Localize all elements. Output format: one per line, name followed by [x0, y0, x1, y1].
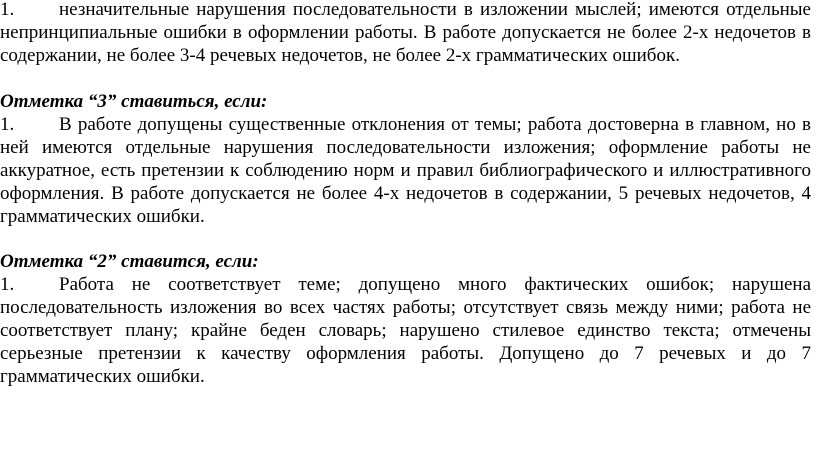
grade-3-criteria-item [0, 113, 811, 228]
item-text: Работа не соответствует теме; допущено много фактических ошибок; нарушена последовательность изложения во всех частях работы; отсутствует связь между ними; работа не соответствует плану; крайне беден словарь; нарушено стилевое единство текста; отмечены серьезные претензии к качеству оформления работы. Допущено до 7 речевых и до 7 грамматических ошибки. [0, 274, 811, 387]
spacer [0, 228, 811, 250]
item-number: 1. [0, 0, 15, 20]
item-number: 1. [0, 114, 15, 135]
grade-2-heading: Отметка “2” ставится, если: [0, 251, 259, 272]
grade-2-criteria-item [0, 273, 811, 388]
item-text: незначительные нарушения последовательности в изложении мыслей; имеются отдельные непринципиальные ошибки в оформлении работы. В работе допускается не более 2-х недочетов в содержании, не более 3-4 речевых недочетов, не более 2-х грамматических ошибок. [0, 0, 811, 66]
item-text: В работе допущены существенные отклонения от темы; работа достоверна в главном, но в ней имеются отдельные нарушения последовательности изложения; оформление работы не аккуратное, есть претензии к соблюдению норм и правил библиографического и иллюстративного оформления. В работе допускается не более 4-х недочетов в содержании, 5 речевых недочетов, 4 грамматических ошибки. [0, 114, 811, 227]
grade-3-heading: Отметка “3” ставиться, если: [0, 91, 268, 112]
spacer [0, 67, 811, 90]
item-number: 1. [0, 274, 15, 295]
criteria-item-continued [0, 0, 811, 67]
